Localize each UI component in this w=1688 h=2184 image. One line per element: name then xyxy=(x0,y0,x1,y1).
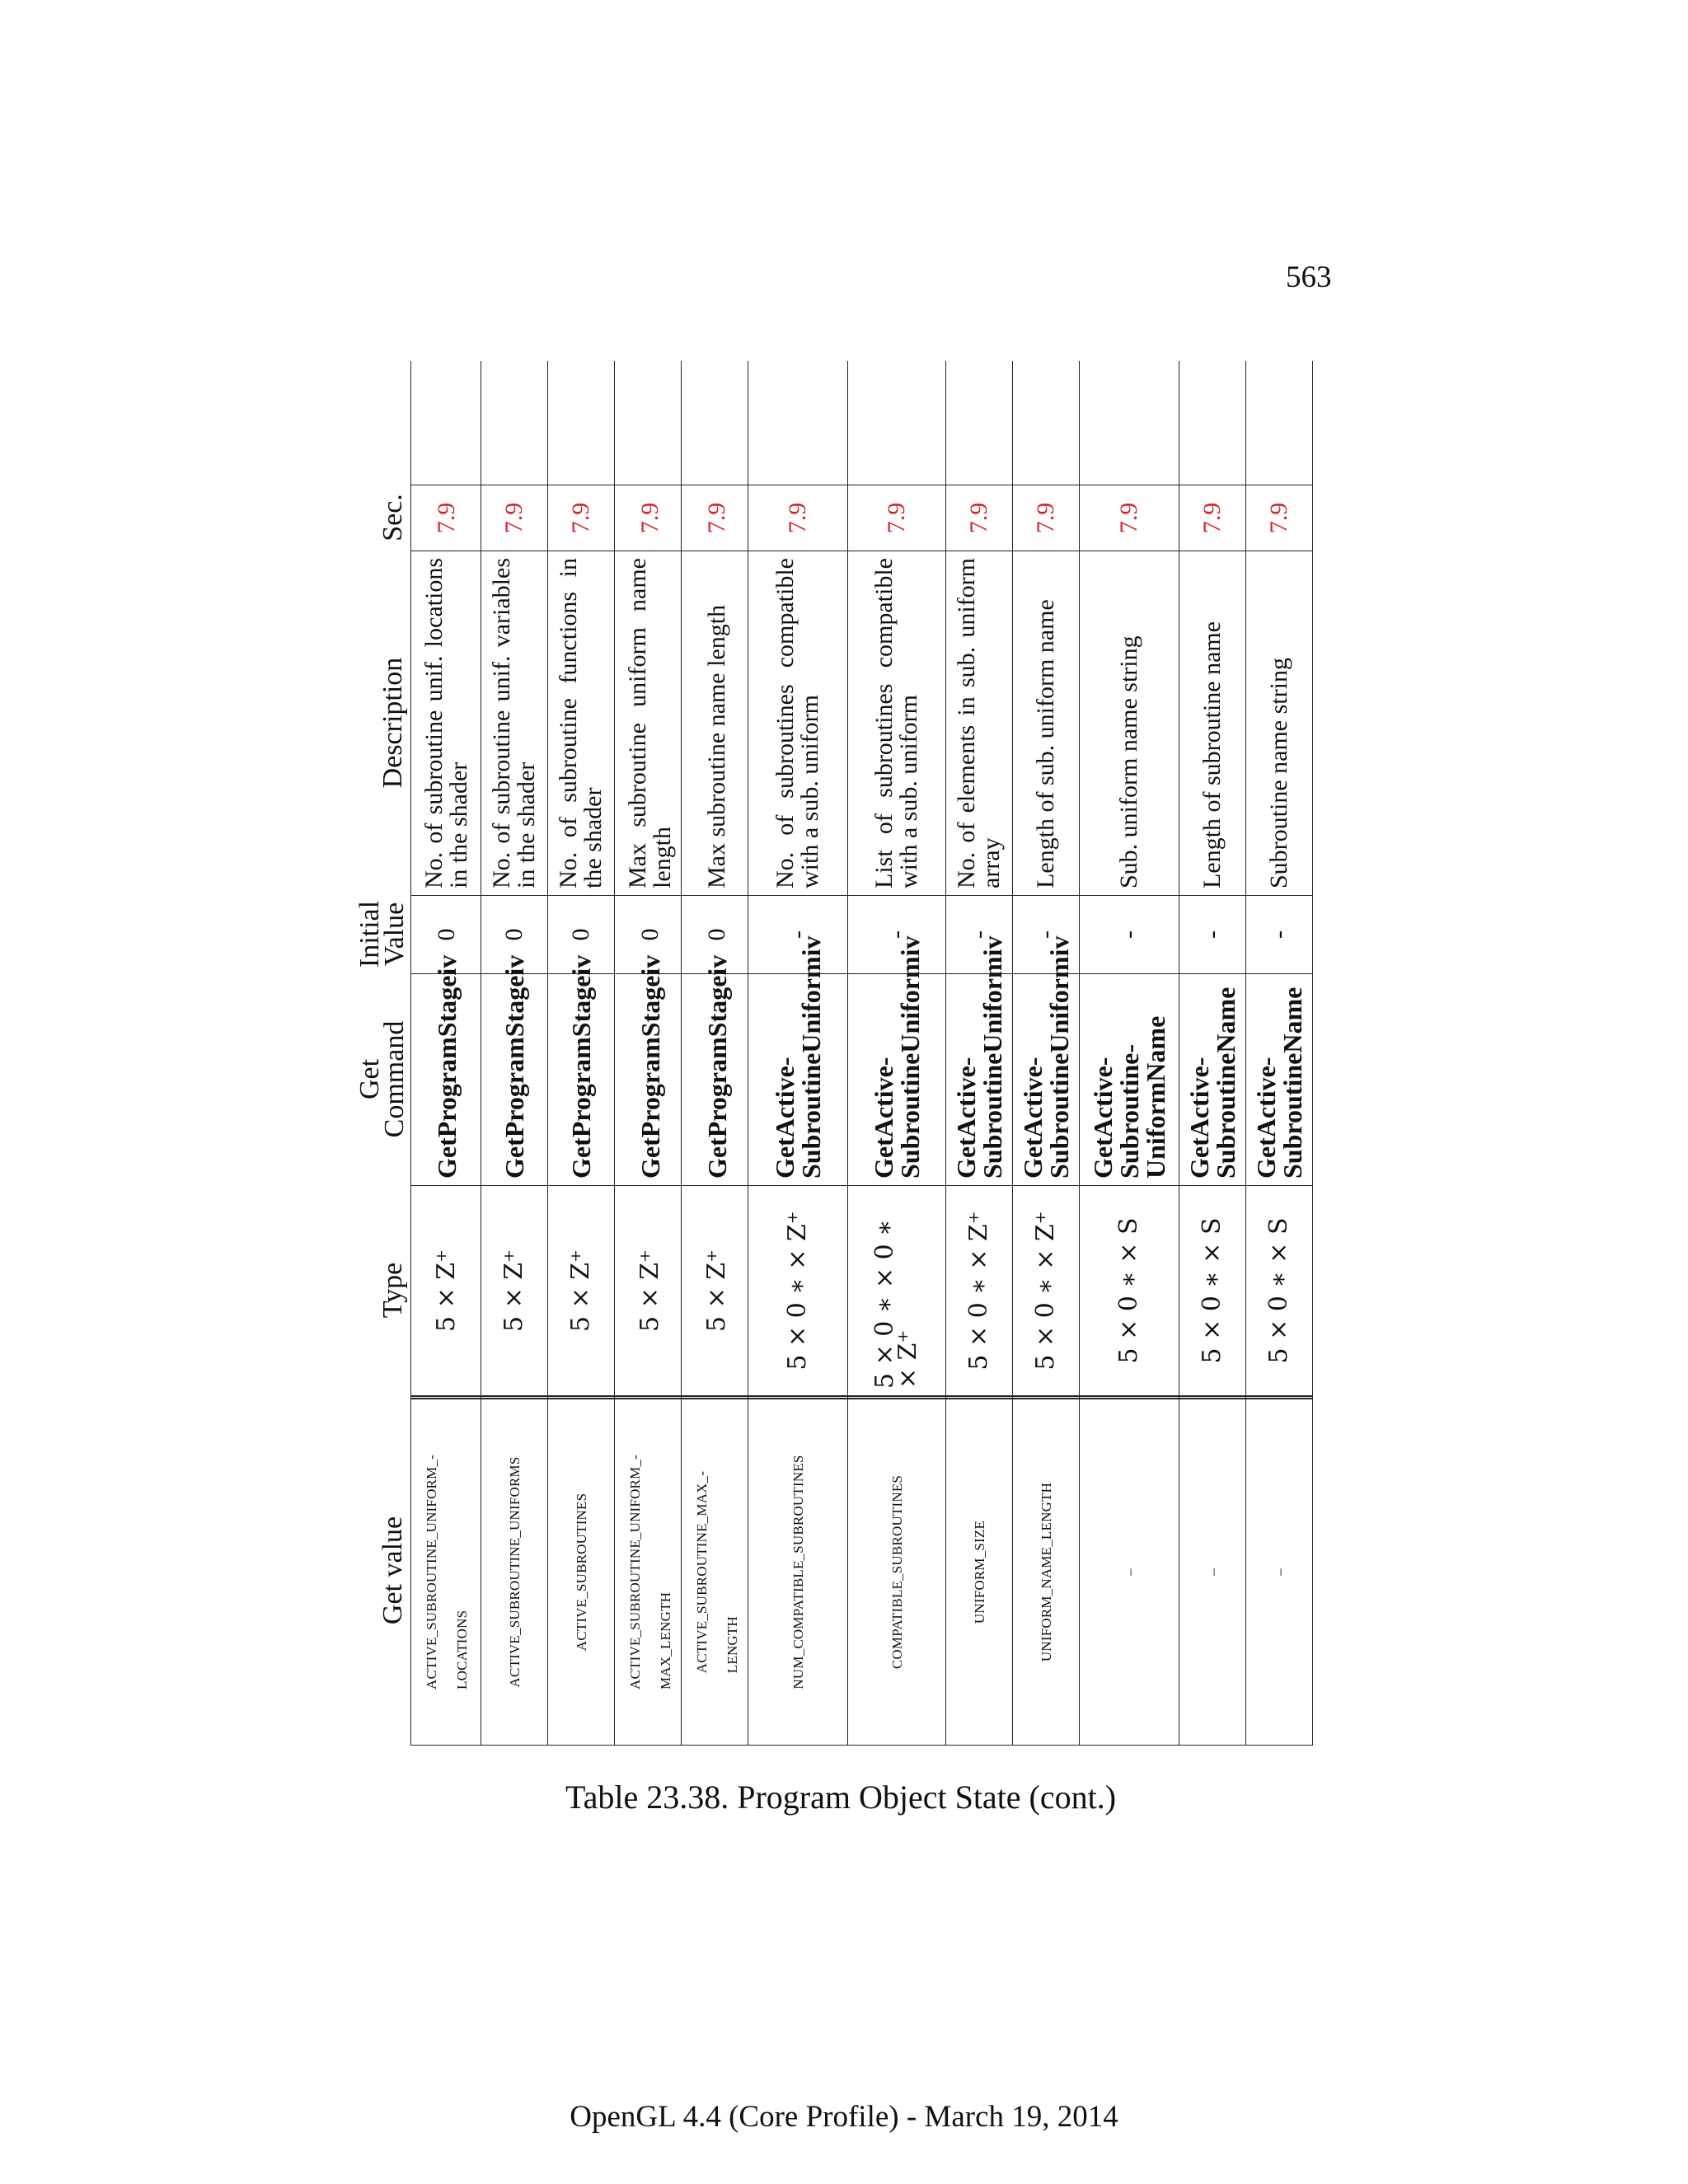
cmd-line1: GetProgramStageiv xyxy=(432,954,462,1179)
table-body xyxy=(410,361,1313,1746)
cell-type: 5 × 0 ∗ × Z⁺ xyxy=(1013,1185,1079,1395)
cell-get-command xyxy=(411,954,482,1185)
cmd-line1: GetActive- xyxy=(1184,1057,1214,1179)
cell-initial-value: 0 xyxy=(548,895,614,973)
header-initial-value-line1: Initial xyxy=(354,900,385,968)
cell-initial-value: - xyxy=(1013,895,1079,973)
table-caption: Table 23.38. Program Object State (cont.) xyxy=(565,1779,1117,1816)
table-container xyxy=(354,361,1381,1746)
cell-get-command xyxy=(1246,973,1312,1185)
page-footer: OpenGL 4.4 (Core Profile) - March 19, 2014 xyxy=(570,2100,1118,2134)
cell-type: 5 × 0 ∗ × S xyxy=(1179,1185,1245,1395)
cell-type: 5 × 0 ∗ × 0 ∗ × Z⁺ xyxy=(848,1185,945,1395)
cell-sec-link[interactable]: 7.9 xyxy=(615,485,686,551)
get-value-line1: UNIFORM_NAME_LENGTH xyxy=(1038,1482,1054,1662)
cell-get-command xyxy=(548,954,614,1185)
cell-initial-value: 0 xyxy=(481,895,547,973)
header-initial-value xyxy=(354,895,410,973)
cell-get-command xyxy=(615,954,686,1185)
cell-description: No. of subroutines compatible with a sub. uniform xyxy=(748,551,847,895)
cell-type: 5 × Z⁺ xyxy=(411,1185,482,1395)
cell-sec-link[interactable]: 7.9 xyxy=(848,485,945,551)
cell-get-value xyxy=(682,1395,753,1746)
cell-get-value xyxy=(615,1395,686,1746)
cell-description: No. of subroutine functions in the shader xyxy=(548,551,614,895)
cell-initial-value: 0 xyxy=(615,895,686,973)
table-row xyxy=(1179,361,1245,1746)
cmd-line1: GetActive- xyxy=(1251,1057,1281,1179)
cell-description: Subroutine name string xyxy=(1246,551,1312,895)
header-get-command-line2: Command xyxy=(379,1020,410,1138)
cell-type: 5 × Z⁺ xyxy=(548,1185,614,1395)
header-description: Description xyxy=(377,657,408,789)
cell-type: 5 × Z⁺ xyxy=(682,1185,753,1395)
cell-get-value xyxy=(1246,1395,1312,1746)
cell-get-value xyxy=(1179,1395,1245,1746)
cmd-line1: GetProgramStageiv xyxy=(499,954,529,1179)
get-value-line1: – xyxy=(1271,1568,1287,1576)
cmd-line3: UniformName xyxy=(1141,1015,1170,1179)
cell-initial-value: - xyxy=(1179,895,1245,973)
cell-description: List of subroutines compatible with a sub. uniform xyxy=(848,551,945,895)
cell-get-command xyxy=(848,935,945,1185)
cell-sec-link[interactable]: 7.9 xyxy=(481,485,547,551)
cell-initial-value: - xyxy=(848,895,945,973)
get-value-line1: COMPATIBLE_SUBROUTINES xyxy=(889,1474,905,1670)
cmd-line1: GetActive- xyxy=(869,1057,898,1179)
table-row xyxy=(945,361,1012,1746)
cell-get-command xyxy=(748,935,847,1185)
cell-get-command xyxy=(1179,973,1245,1185)
cell-get-value xyxy=(1013,1395,1079,1746)
get-value-line1: ACTIVE_SUBROUTINE_UNIFORM_- xyxy=(424,1455,439,1690)
cell-sec-link[interactable]: 7.9 xyxy=(1013,485,1079,551)
cell-type: 5 × 0 ∗ × S xyxy=(1246,1185,1312,1395)
header-sec: Sec. xyxy=(377,494,408,541)
header-get-command-line1: Get xyxy=(354,1058,385,1100)
get-value-line2: MAX_LENGTH xyxy=(658,1591,673,1690)
cell-get-value xyxy=(411,1395,482,1746)
get-value-line1: UNIFORM_SIZE xyxy=(971,1520,987,1624)
cell-type: 5 × 0 ∗ × Z⁺ xyxy=(946,1185,1012,1395)
table-row xyxy=(748,361,847,1746)
cmd-line1: GetProgramStageiv xyxy=(566,954,596,1179)
cell-initial-value: 0 xyxy=(682,895,753,973)
table-row xyxy=(847,361,945,1746)
header-get-command xyxy=(354,973,410,1185)
get-value-line1: ACTIVE_SUBROUTINE_UNIFORMS xyxy=(506,1456,523,1688)
cell-description: Length of sub. uniform name xyxy=(1013,551,1079,895)
table-row xyxy=(681,361,748,1746)
cell-description: Sub. uniform name string xyxy=(1080,551,1179,895)
cmd-line1: GetActive- xyxy=(951,1057,981,1179)
cell-sec-link[interactable]: 7.9 xyxy=(1179,485,1245,551)
cell-sec-link[interactable]: 7.9 xyxy=(1246,485,1312,551)
cell-sec-link[interactable]: 7.9 xyxy=(682,485,753,551)
get-value-line1: – xyxy=(1204,1568,1221,1576)
cell-get-value xyxy=(548,1395,614,1746)
cell-get-command xyxy=(481,954,547,1185)
cell-get-command xyxy=(682,954,753,1185)
cell-description: Max subroutine uniform name length xyxy=(615,551,686,895)
rotated-table xyxy=(354,361,1381,1746)
cmd-line1: GetActive- xyxy=(1088,1057,1118,1179)
cmd-line2: SubroutineUniformiv xyxy=(978,935,1007,1179)
cell-type: 5 × 0 ∗ × Z⁺ xyxy=(748,1185,847,1395)
get-value-line2: LENGTH xyxy=(724,1616,740,1674)
cell-initial-value: - xyxy=(1246,895,1312,973)
get-value-line1: ACTIVE_SUBROUTINE_MAX_- xyxy=(694,1470,710,1674)
get-value-line1: ACTIVE_SUBROUTINE_UNIFORM_- xyxy=(627,1455,643,1690)
cmd-line2: Subroutine- xyxy=(1114,1043,1144,1179)
cell-initial-value: - xyxy=(946,895,1012,973)
get-value-line1: ACTIVE_SUBROUTINES xyxy=(573,1493,589,1652)
cell-get-command xyxy=(946,935,1012,1185)
cell-type: 5 × Z⁺ xyxy=(615,1185,686,1395)
cell-sec-link[interactable]: 7.9 xyxy=(748,485,847,551)
cell-initial-value: 0 xyxy=(411,895,482,973)
cmd-line2: SubroutineName xyxy=(1211,987,1240,1179)
cell-description: Length of subroutine name xyxy=(1179,551,1245,895)
cell-sec-link[interactable]: 7.9 xyxy=(946,485,1012,551)
table-row xyxy=(481,361,547,1746)
header-get-value: Get value xyxy=(377,1516,408,1625)
table-row xyxy=(1012,361,1079,1746)
table-header-row xyxy=(354,361,410,1746)
cell-type: 5 × 0 ∗ × S xyxy=(1080,1185,1179,1395)
cmd-line1: GetActive- xyxy=(770,1057,799,1179)
cmd-line2: SubroutineUniformiv xyxy=(796,935,826,1179)
cell-get-command xyxy=(1013,935,1079,1185)
cmd-line1: GetProgramStageiv xyxy=(702,954,732,1179)
cell-description: No. of subroutine unif. variables in the shader xyxy=(481,551,547,895)
table-row xyxy=(1079,361,1179,1746)
cell-get-value xyxy=(1080,1395,1179,1746)
table-row xyxy=(1245,361,1313,1746)
table-row xyxy=(614,361,681,1746)
table-row xyxy=(410,361,481,1746)
cell-sec-link[interactable]: 7.9 xyxy=(1080,485,1179,551)
get-value-line1: – xyxy=(1121,1568,1137,1576)
cmd-line1: GetProgramStageiv xyxy=(635,954,665,1179)
cell-sec-link[interactable]: 7.9 xyxy=(548,485,614,551)
get-value-line1: NUM_COMPATIBLE_SUBROUTINES xyxy=(790,1455,806,1690)
get-value-line2: LOCATIONS xyxy=(454,1610,470,1690)
cell-type: 5 × Z⁺ xyxy=(481,1185,547,1395)
cell-description: Max subroutine name length xyxy=(682,551,753,895)
cell-get-command xyxy=(1080,973,1179,1185)
cell-get-value xyxy=(848,1395,945,1746)
cmd-line2: SubroutineName xyxy=(1278,987,1307,1179)
cmd-line2: SubroutineUniformiv xyxy=(895,935,925,1179)
cell-sec-link[interactable]: 7.9 xyxy=(411,485,482,551)
cell-initial-value: - xyxy=(1080,895,1179,973)
cell-get-value xyxy=(946,1395,1012,1746)
cell-description: No. of subroutine unif. locations in the shader xyxy=(411,551,482,895)
cmd-line1: GetActive- xyxy=(1018,1057,1048,1179)
header-type: Type xyxy=(377,1262,408,1319)
cmd-line2: SubroutineUniformiv xyxy=(1044,935,1074,1179)
cell-description: No. of elements in sub. uniform array xyxy=(946,551,1012,895)
header-initial-value-line2: Value xyxy=(379,902,410,967)
table-row xyxy=(547,361,614,1746)
cell-get-value xyxy=(748,1395,847,1746)
page-number: 563 xyxy=(1286,260,1332,294)
cell-initial-value: - xyxy=(748,895,847,973)
cell-get-value xyxy=(481,1395,547,1746)
